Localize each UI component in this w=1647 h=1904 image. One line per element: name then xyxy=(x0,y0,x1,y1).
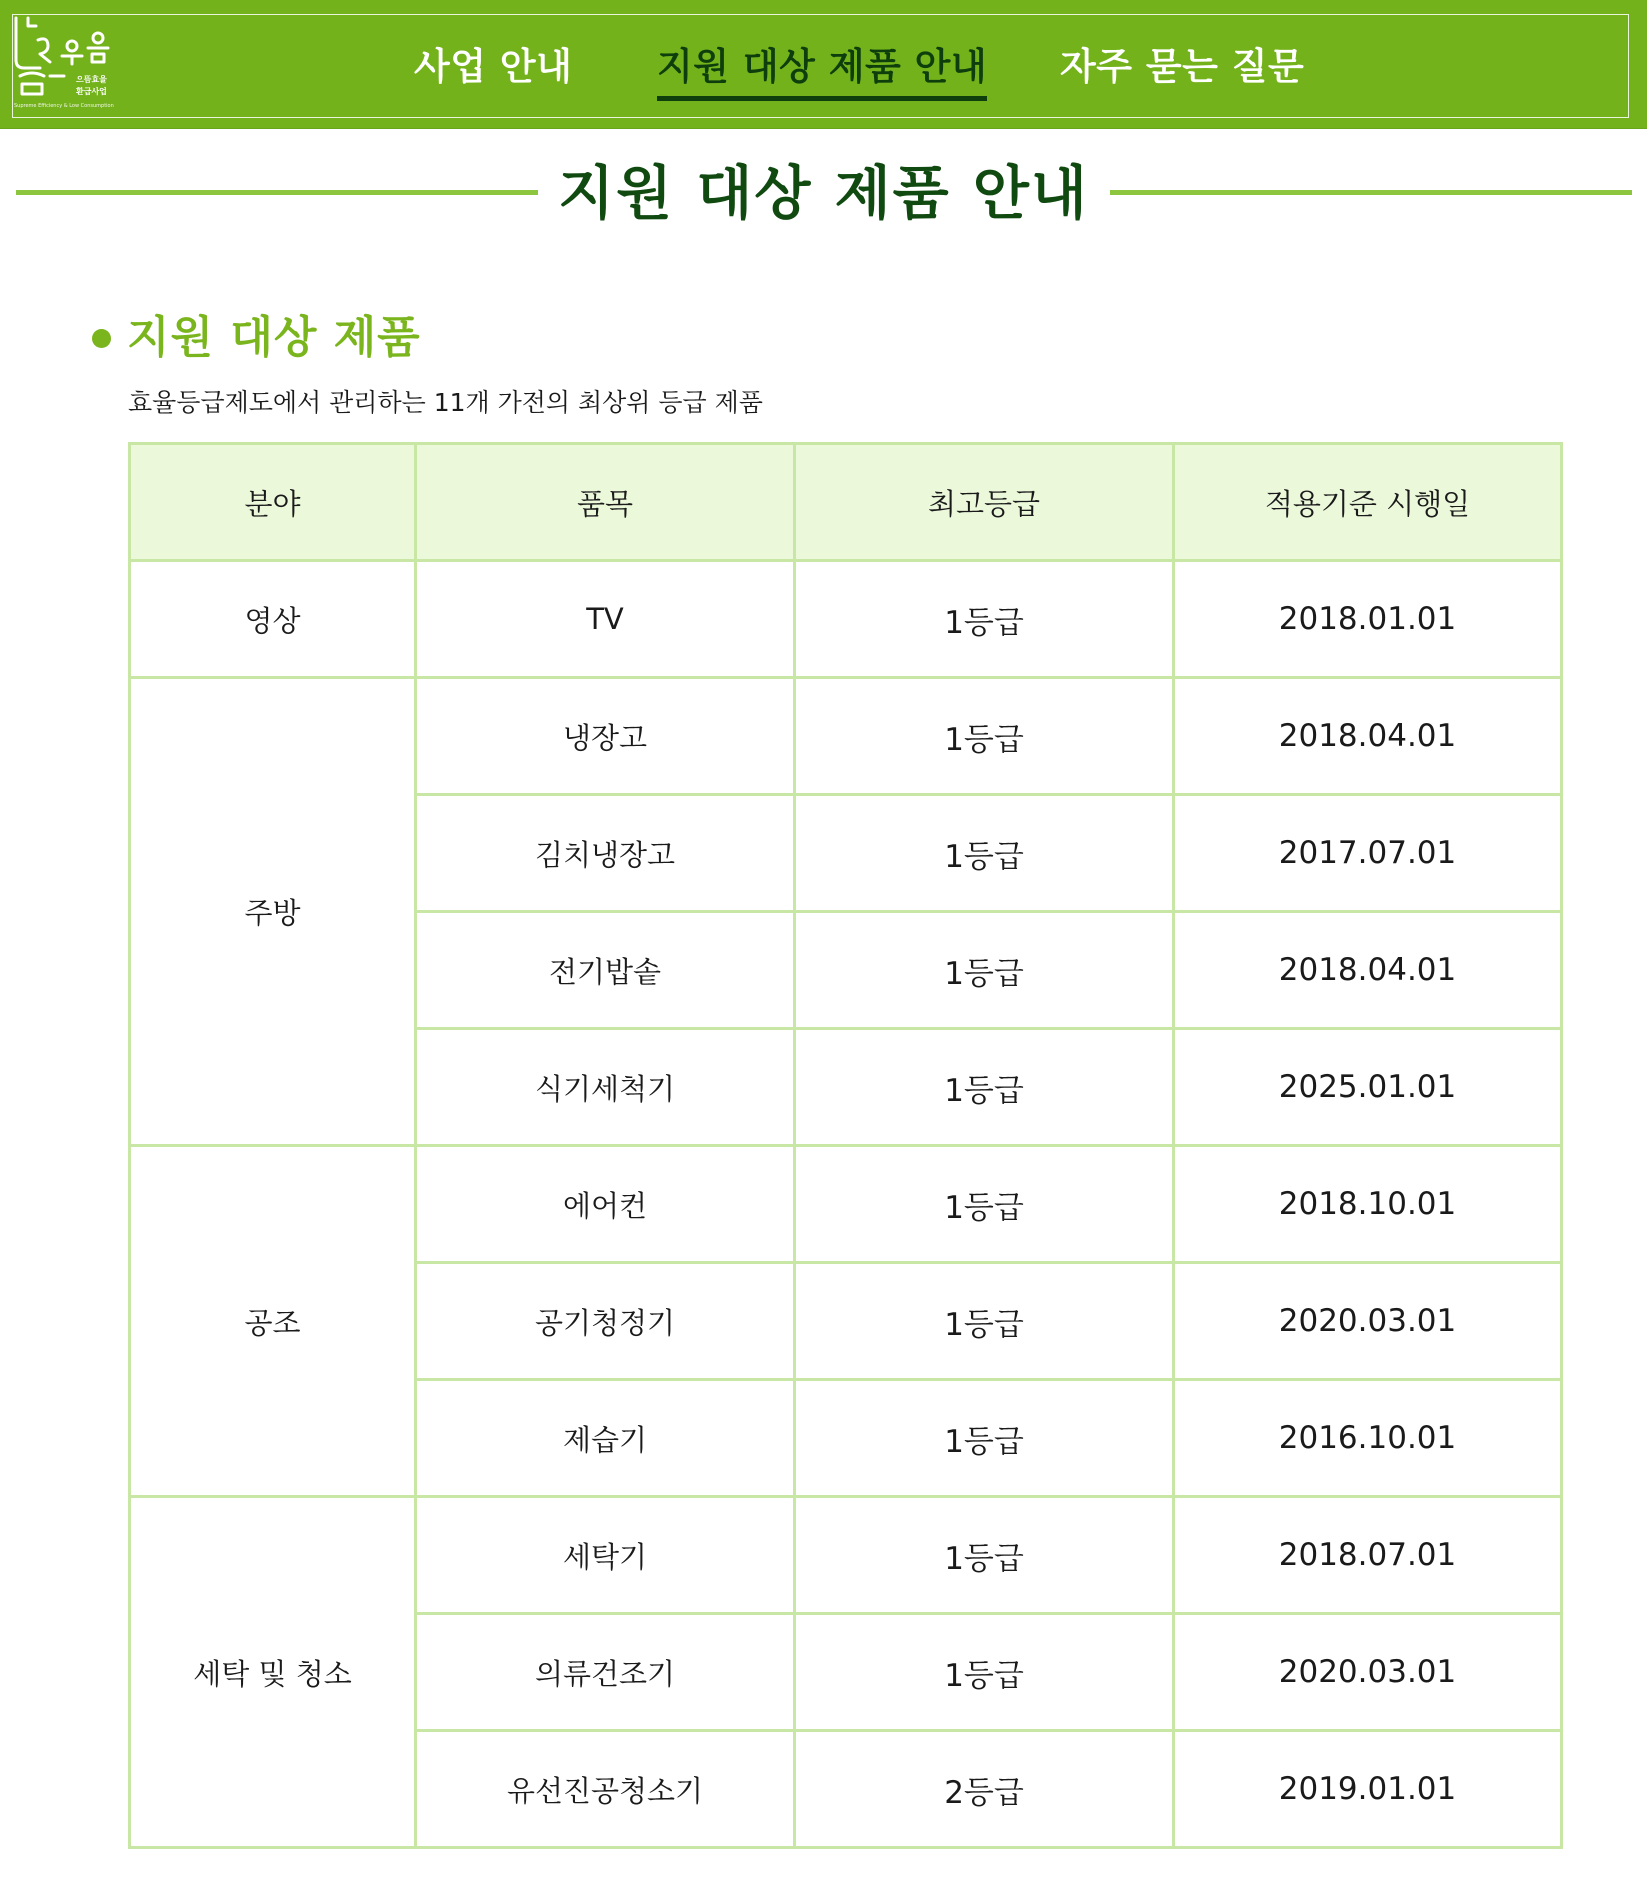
item-cell: 세탁기 xyxy=(416,1497,795,1614)
active-tab-underline xyxy=(657,96,987,101)
logo-text-line2: 환급사업 xyxy=(76,87,107,96)
item-cell: 전기밥솥 xyxy=(416,912,795,1029)
item-cell: 식기세척기 xyxy=(416,1029,795,1146)
grade-cell: 1등급 xyxy=(795,1380,1174,1497)
table-header-row xyxy=(130,444,1562,561)
date-cell: 2020.03.01 xyxy=(1174,1263,1562,1380)
item-cell: 에어컨 xyxy=(416,1146,795,1263)
grade-cell: 1등급 xyxy=(795,1146,1174,1263)
grade-cell: 1등급 xyxy=(795,1614,1174,1731)
grade-cell: 1등급 xyxy=(795,1263,1174,1380)
grade-cell: 1등급 xyxy=(795,678,1174,795)
eligible-products-table-wrapper xyxy=(128,442,1560,1849)
grade-cell: 2등급 xyxy=(795,1731,1174,1848)
grade-cell: 1등급 xyxy=(795,1497,1174,1614)
col-header-date: 적용기준 시행일 xyxy=(1174,444,1562,561)
table-row xyxy=(130,1146,1562,1263)
logo-text-line1: 으뜸효율 xyxy=(76,75,107,84)
item-cell: 김치냉장고 xyxy=(416,795,795,912)
date-cell: 2020.03.01 xyxy=(1174,1614,1562,1731)
nav-eligible-products-label: 지원 대상 제품 안내 xyxy=(657,45,988,88)
grade-cell: 1등급 xyxy=(795,561,1174,678)
item-cell: 공기청정기 xyxy=(416,1263,795,1380)
grade-cell: 1등급 xyxy=(795,795,1174,912)
date-cell: 2018.07.01 xyxy=(1174,1497,1562,1614)
category-cell: 영상 xyxy=(130,561,416,678)
col-header-category: 분야 xyxy=(130,444,416,561)
page-title: 지원 대상 제품 안내 xyxy=(558,159,1089,227)
item-cell: 제습기 xyxy=(416,1380,795,1497)
nav-business-info[interactable]: 사업 안내 xyxy=(414,45,573,88)
date-cell: 2018.10.01 xyxy=(1174,1146,1562,1263)
item-cell: 냉장고 xyxy=(416,678,795,795)
table-row xyxy=(130,1497,1562,1614)
category-cell: 공조 xyxy=(130,1146,416,1497)
eligible-products-table xyxy=(128,442,1563,1849)
category-cell: 세탁 및 청소 xyxy=(130,1497,416,1848)
top-nav-bar xyxy=(0,0,1647,129)
section-bullet-icon xyxy=(92,329,111,348)
item-cell: 의류건조기 xyxy=(416,1614,795,1731)
section-heading: 지원 대상 제품 xyxy=(127,312,421,363)
nav-eligible-products[interactable] xyxy=(657,36,987,90)
date-cell: 2019.01.01 xyxy=(1174,1731,1562,1848)
logo-english-text: Supreme Efficiency & Low Consumption xyxy=(14,103,114,109)
col-header-grade: 최고등급 xyxy=(795,444,1174,561)
table-row xyxy=(130,561,1562,678)
col-header-item: 품목 xyxy=(416,444,795,561)
date-cell: 2018.04.01 xyxy=(1174,678,1562,795)
table-row xyxy=(130,678,1562,795)
item-cell: TV xyxy=(416,561,795,678)
grade-cell: 1등급 xyxy=(795,912,1174,1029)
date-cell: 2025.01.01 xyxy=(1174,1029,1562,1146)
date-cell: 2017.07.01 xyxy=(1174,795,1562,912)
date-cell: 2016.10.01 xyxy=(1174,1380,1562,1497)
category-cell: 주방 xyxy=(130,678,416,1146)
nav-faq[interactable]: 자주 묻는 질문 xyxy=(1060,45,1305,88)
item-cell: 유선진공청소기 xyxy=(416,1731,795,1848)
section-description: 효율등급제도에서 관리하는 11개 가전의 최상위 등급 제품 xyxy=(128,388,763,417)
main-nav xyxy=(0,36,1647,96)
date-cell: 2018.04.01 xyxy=(1174,912,1562,1029)
date-cell: 2018.01.01 xyxy=(1174,561,1562,678)
grade-cell: 1등급 xyxy=(795,1029,1174,1146)
